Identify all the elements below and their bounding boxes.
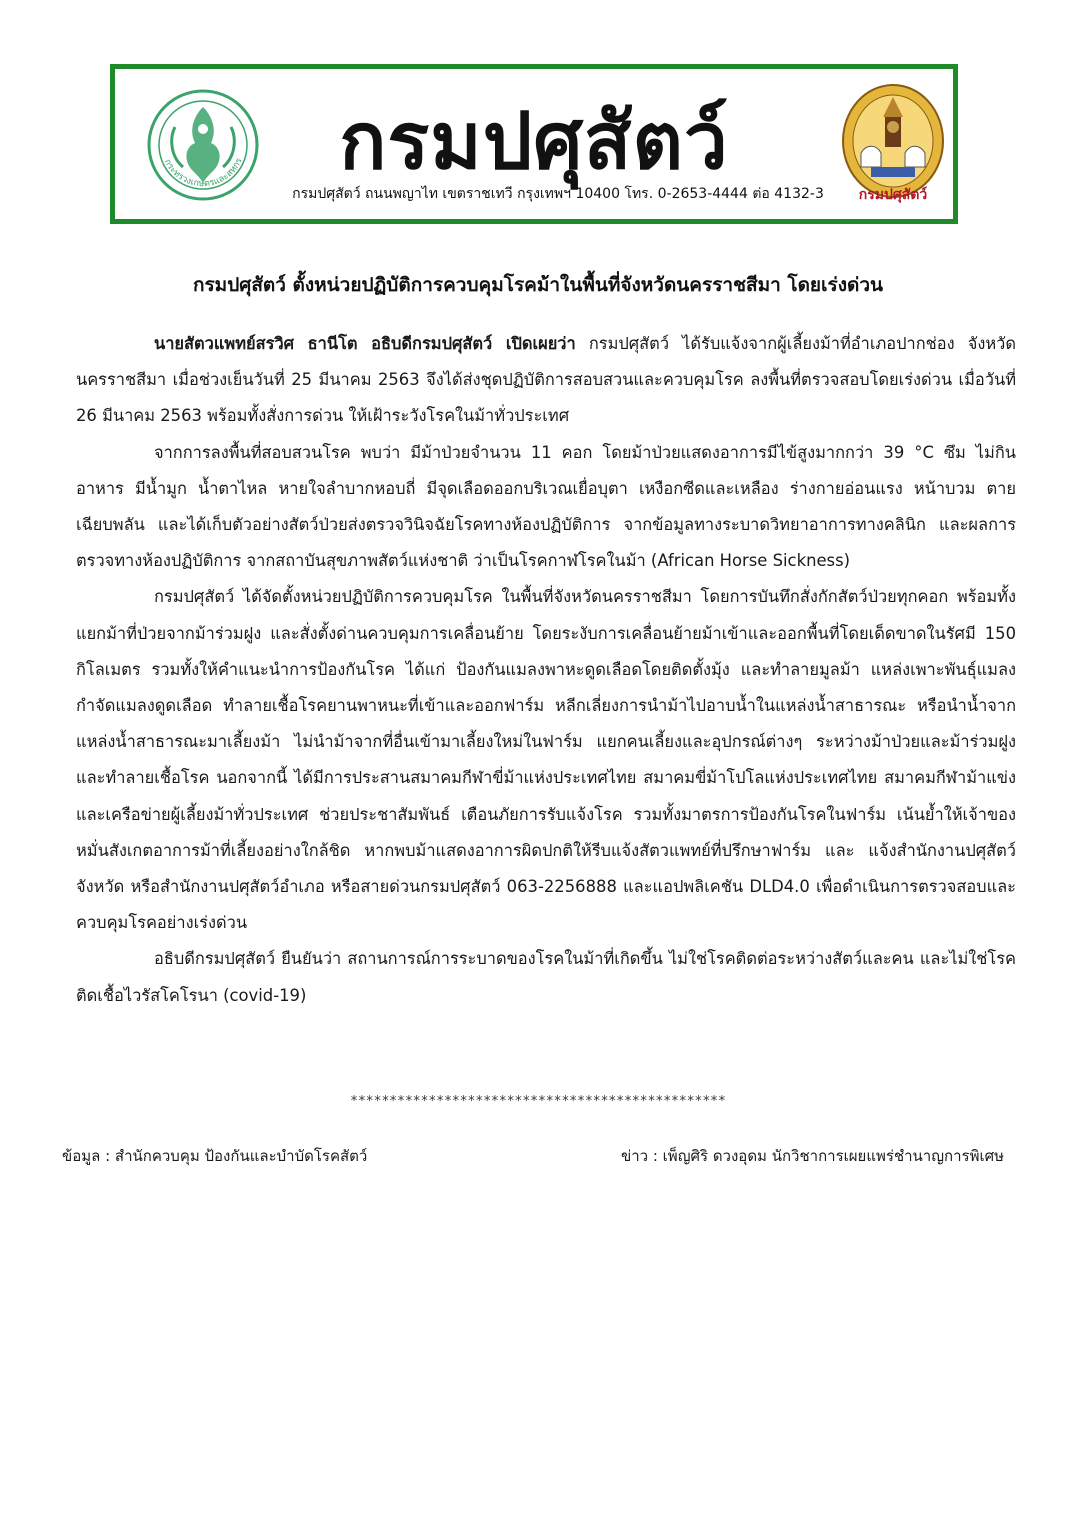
department-name: กรมปศุสัตว์ [339, 97, 729, 187]
paragraph-2: จากการลงพื้นที่สอบสวนโรค พบว่า มีม้าป่วยจำนวน 11 คอก โดยม้าป่วยแสดงอาการมีไข้สูงมากกว่า 39 °C ซึม ไม่กินอาหาร มีน้ำมูก น้ำตาไหล หายใจลำบากหอบถี่ มีจุดเลือดออกบริเวณเยื่อบุตา เหงือกซีดและเหลือง ร่างกายอ่อนแรง หน้าบวม ตายเฉียบพลัน และได้เก็บตัวอย่างสัตว์ป่วยส่งตรวจวินิจฉัยโรคทางห้องปฏิบัติการ จากข้อมูลทางระบาดวิทยาอาการทางคลินิก และผลการตรวจทางห้องปฏิบัติการ จากสถาบันสุขภาพสัตว์แห่งชาติ ว่าเป็นโรคกาฬโรคในม้า (African Horse Sickness) [76, 442, 1016, 571]
paragraph-1-lead: นายสัตวแพทย์สรวิศ ธานีโต อธิบดีกรมปศุสัตว์ เปิดเผยว่า [154, 334, 576, 353]
separator-stars: ************************************************ [350, 1094, 726, 1109]
paragraph-1-text: กรมปศุสัตว์ ได้รับแจ้งจากผู้เลี้ยงม้าที่อำเภอปากช่อง จังหวัดนครราชสีมา เมื่อช่วงเย็นวันที่ 25 มีนาคม 2563 จึงได้ส่งชุดปฏิบัติการสอบสวนและควบคุมโรค ลงพื้นที่ตรวจสอบโดยเร่งด่วน เมื่อวันที่ 26 มีนาคม 2563 พร้อมทั้งสั่งการด่วน ให้เฝ้าระวังโรคในม้าทั่วประเทศ [76, 334, 1016, 426]
svg-text:กรมปศุสัตว์: กรมปศุสัตว์ [858, 187, 928, 203]
footer-reporter: ข่าว : เพ็ญศิริ ดวงอุดม นักวิชาการเผยแพร่ชำนาญการพิเศษ [620, 1147, 1004, 1165]
dld-seal-icon [841, 83, 945, 207]
paragraph-3: กรมปศุสัตว์ ได้จัดตั้งหน่วยปฏิบัติการควบคุมโรค ในพื้นที่จังหวัดนครราชสีมา โดยการบันทึกสั่งกักสัตว์ป่วยทุกคอก พร้อมทั้งแยกม้าที่ป่วยจากม้าร่วมฝูง และสั่งตั้งด่านควบคุมการเคลื่อนย้าย โดยระงับการเคลื่อนย้ายม้าเข้าและออกพื้นที่โดยเด็ดขาดในรัศมี 150 กิโลเมตร รวมทั้งให้คำแนะนำการป้องกันโรค ได้แก่ ป้องกันแมลงพาหะดูดเลือดโดยติดตั้งมุ้ง และทำลายมูลม้า แหล่งเพาะพันธุ์แมลง กำจัดแมลงดูดเลือด ทำลายเชื้อโรคยานพาหนะที่เข้าและออกฟาร์ม หลีกเลี่ยงการนำม้าไปอาบน้ำในแหล่งน้ำสาธารณะ หรือนำน้ำจากแหล่งน้ำสาธารณะมาเลี้ยงม้า ไม่นำม้าจากที่อื่นเข้ามาเลี้ยงใหม่ในฟาร์ม แยกคนเลี้ยงและอุปกรณ์ต่างๆ ระหว่างม้าป่วยและม้าร่วมฝูง และทำลายเชื้อโรค นอกจากนี้ ได้มีการประสานสมาคมกีฬาขี่ม้าแห่งประเทศไทย สมาคมขี่ม้าโปโลแห่งประเทศไทย สมาคมกีฬาม้าแข่ง และเครือข่ายผู้เลี้ยงม้าทั่วประเทศ ช่วยประชาสัมพันธ์ เตือนภัยการรับแจ้งโรค รวมทั้งมาตรการป้องกันโรคในฟาร์ม เน้นย้ำให้เจ้าของ หมั่นสังเกตอาการม้าที่เลี้ยงอย่างใกล้ชิด หากพบม้าแสดงอาการผิดปกติให้รีบแจ้งสัตวแพทย์ที่ปรึกษาฟาร์ม และ แจ้งสำนักงานปศุสัตว์จังหวัด หรือสำนักงานปศุสัตว์อำเภอ หรือสายด่วนกรมปศุสัตว์ 063-2256888 และแอปพลิเคชัน DLD4.0 เพื่อดำเนินการตรวจสอบและควบคุมโรคอย่างเร่งด่วน [76, 587, 1016, 933]
news-body [76, 326, 1016, 1014]
svg-text:กระทรวงเกษตรและสหกรณ์: กระทรวงเกษตรและสหกร [161, 156, 245, 190]
dld-seal-logo [841, 83, 945, 207]
paragraph-4: อธิบดีกรมปศุสัตว์ ยืนยันว่า สถานการณ์การระบาดของโรคในม้าที่เกิดขึ้น ไม่ใช่โรคติดต่อระหว่างสัตว์และคน และไม่ใช่โรคติดเชื้อไวรัสโคโรนา (covid-19) [76, 949, 1016, 1005]
footer-source: ข้อมูล : สำนักควบคุม ป้องกันและบำบัดโรคสัตว์ [62, 1147, 368, 1165]
department-address: กรมปศุสัตว์ ถนนพญาไท เขตราชเทวี กรุงเทพฯ 10400 โทร. 0-2653-4444 ต่อ 4132-3 [292, 186, 824, 202]
paragraph-1 [76, 326, 1016, 435]
news-headline: กรมปศุสัตว์ ตั้งหน่วยปฏิบัติการควบคุมโรคม้าในพื้นที่จังหวัดนครราชสีมา โดยเร่งด่วน [192, 274, 884, 296]
letterhead-box [110, 64, 958, 224]
